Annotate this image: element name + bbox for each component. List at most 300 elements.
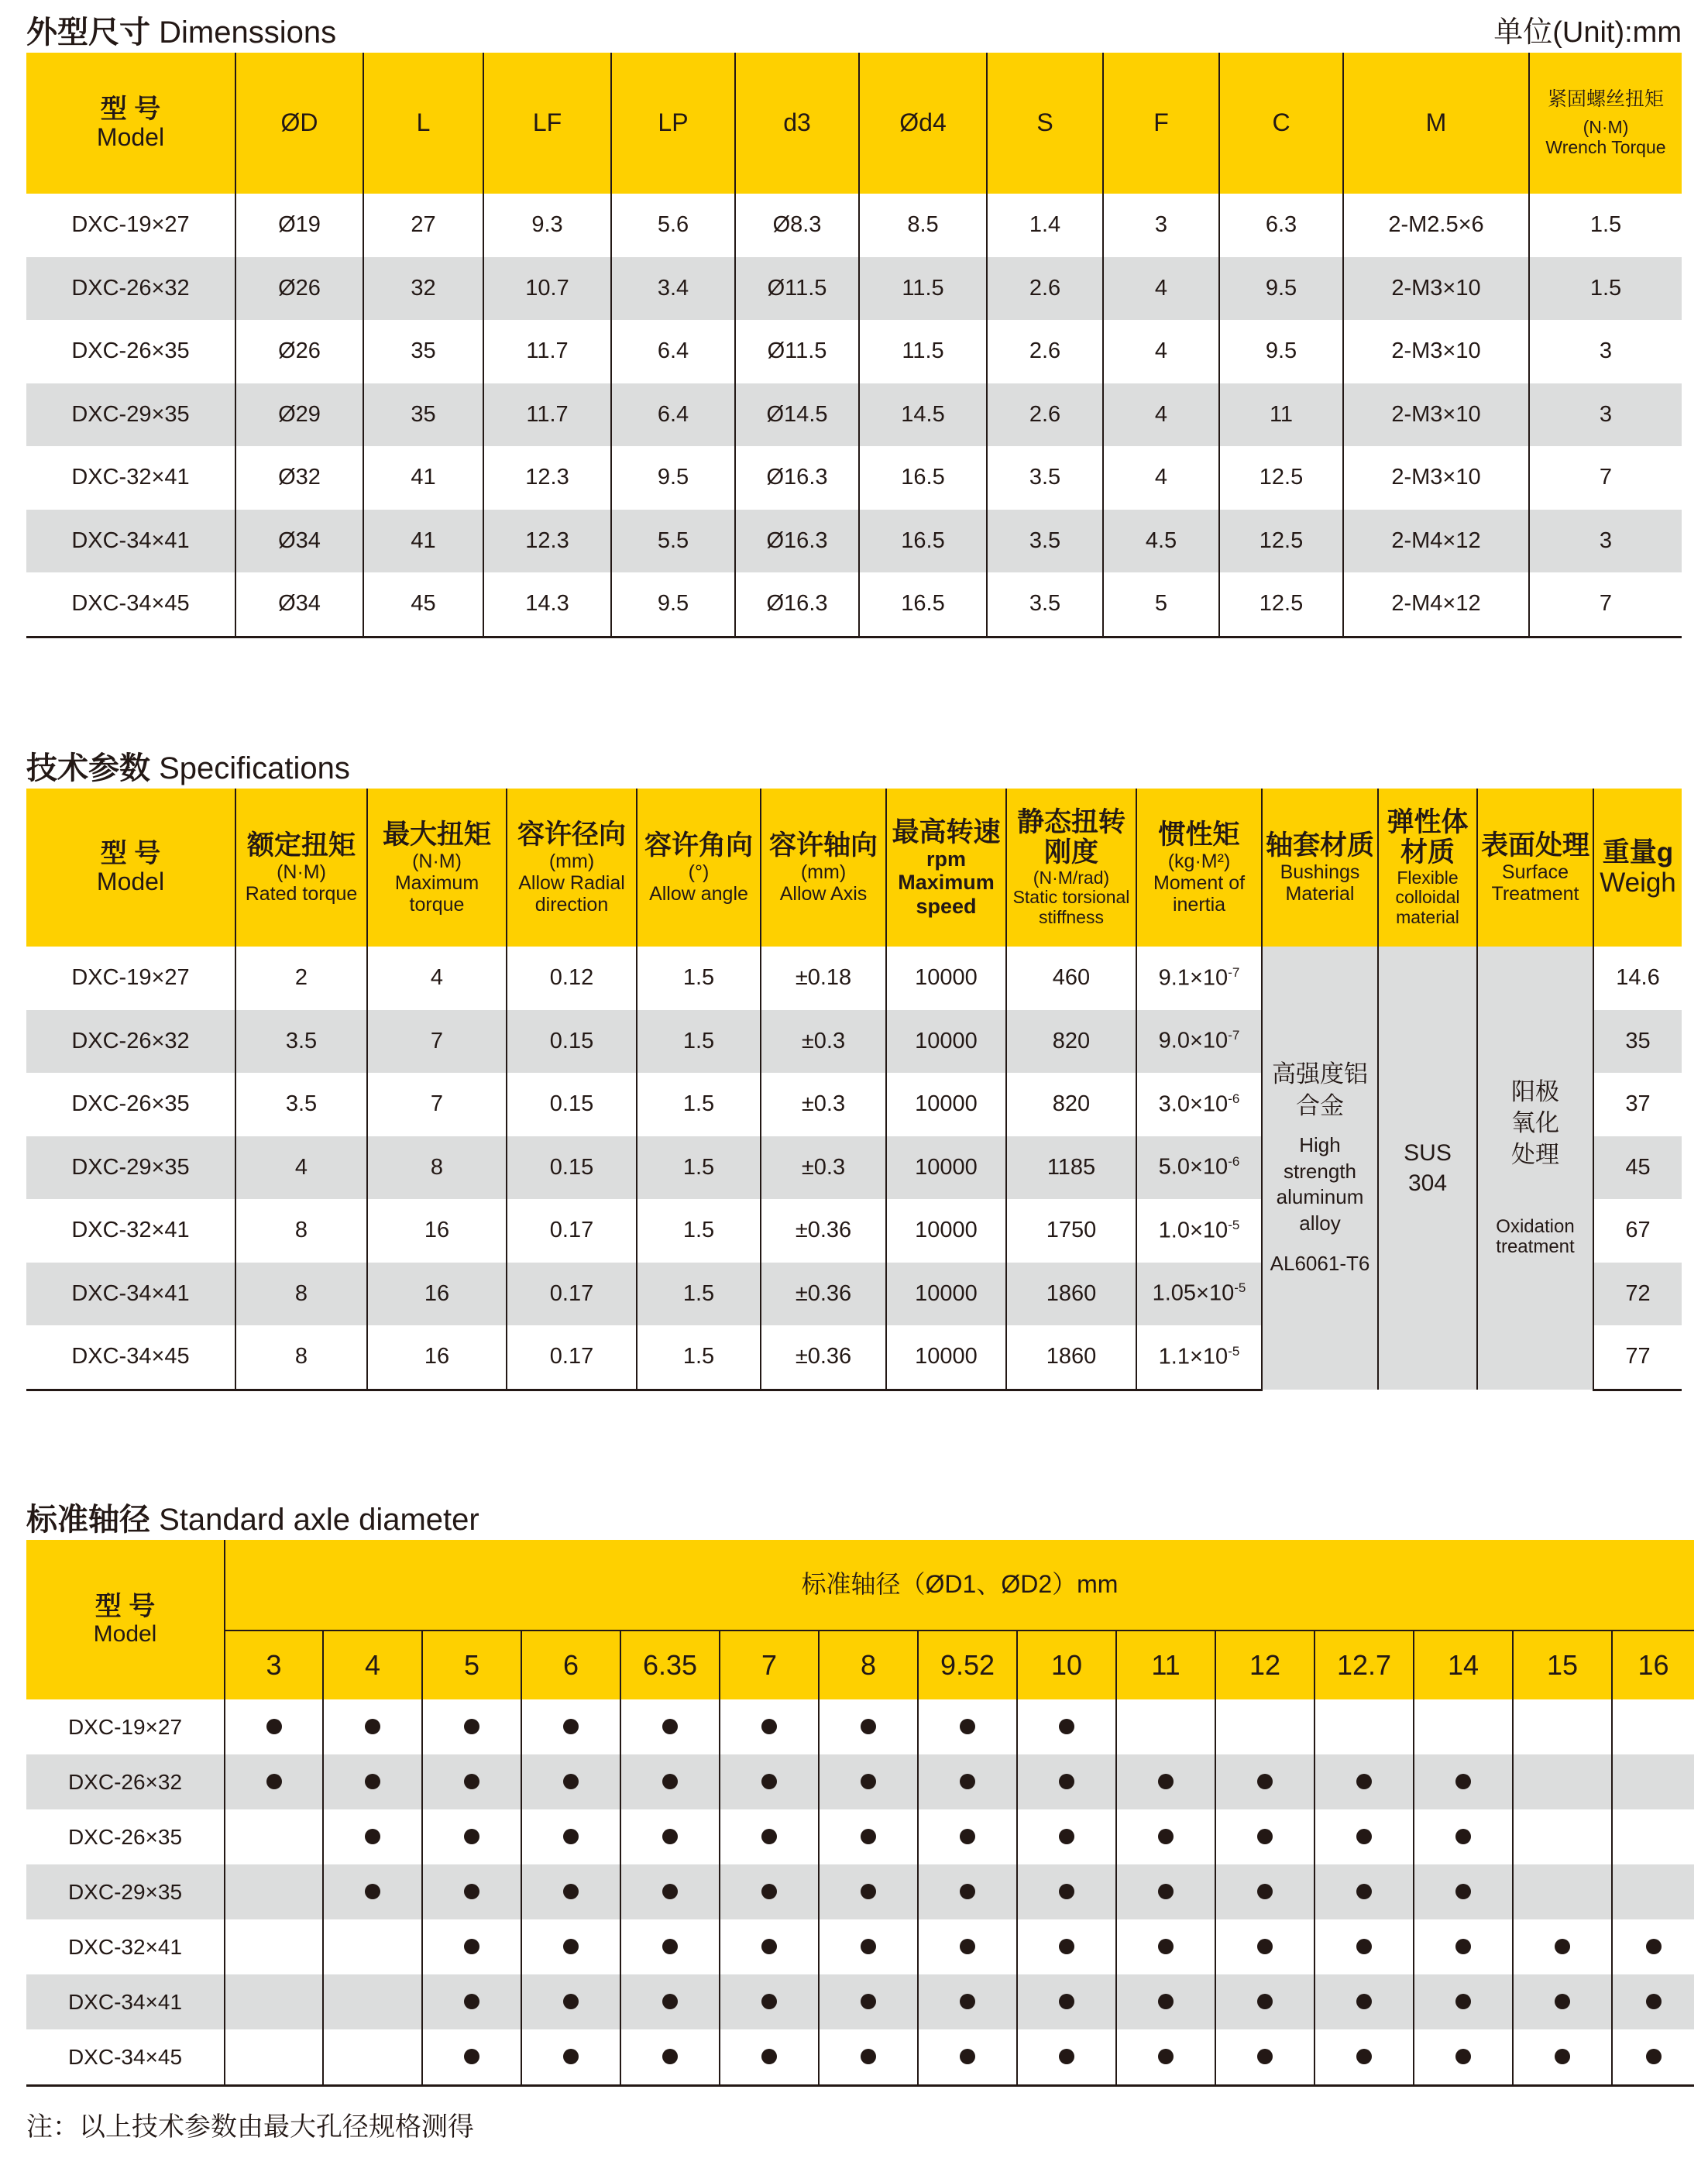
axle-availability-cell — [819, 1919, 918, 1974]
dim-cell-LP: 9.5 — [611, 572, 735, 637]
available-dot-icon — [1455, 1884, 1471, 1899]
dim-cell-LP: 6.4 — [611, 383, 735, 447]
axle-diameter-5: 5 — [422, 1631, 521, 1699]
dim-cell-C: 6.3 — [1219, 194, 1343, 257]
axle-availability-cell — [1612, 1974, 1694, 2029]
available-dot-icon — [960, 1719, 975, 1734]
axle-availability-cell — [1215, 1699, 1315, 1754]
spec-row — [26, 947, 1682, 1010]
available-dot-icon — [1356, 1829, 1372, 1844]
axle-availability-cell — [620, 1699, 720, 1754]
stiff-unit: (N·M/rad) — [1033, 867, 1110, 888]
surface-treatment-cell — [1477, 947, 1593, 1390]
available-dot-icon — [662, 1994, 678, 2009]
axle-availability-cell — [1315, 2029, 1414, 2086]
dim-cell-S: 3.5 — [987, 572, 1103, 637]
available-dot-icon — [861, 1994, 876, 2009]
available-dot-icon — [960, 1829, 975, 1844]
col-S: S — [987, 53, 1103, 194]
axle-availability-cell — [422, 1699, 521, 1754]
available-dot-icon — [1555, 2049, 1570, 2064]
dim-cell-torque: 1.5 — [1529, 194, 1682, 257]
axle-availability-cell — [1612, 1809, 1694, 1864]
axle-row — [26, 1699, 1694, 1754]
axle-availability-cell — [1414, 1974, 1513, 2029]
axle-availability-cell — [1315, 1974, 1414, 2029]
col-LF: LF — [483, 53, 611, 194]
axle-availability-cell — [521, 1809, 620, 1864]
axle-availability-cell — [918, 2029, 1017, 2086]
spec-cell-rated: 8 — [235, 1199, 367, 1263]
axle-availability-cell — [1116, 1809, 1215, 1864]
spec-cell-angle: 1.5 — [637, 1073, 761, 1136]
axle-availability-cell — [819, 1864, 918, 1919]
axle-availability-cell — [521, 1754, 620, 1809]
dim-cell-d3: Ø16.3 — [735, 572, 859, 637]
axle-cell-model: DXC-34×45 — [26, 2029, 225, 2086]
axle-availability-cell — [1513, 1864, 1612, 1919]
available-dot-icon — [1059, 1939, 1074, 1954]
dim-cell-L: 41 — [363, 510, 483, 573]
spec-cell-radial: 0.15 — [507, 1073, 637, 1136]
inertia-en: Moment of inertia — [1153, 871, 1246, 916]
dim-cell-torque: 3 — [1529, 320, 1682, 383]
axle-diameter-6: 6 — [521, 1631, 620, 1699]
axle-availability-cell — [323, 1919, 422, 1974]
inertia-exponent: -5 — [1228, 1217, 1240, 1232]
weight-en: Weigh — [1600, 868, 1676, 898]
dimensions-row — [26, 572, 1682, 637]
dim-cell-S: 1.4 — [987, 194, 1103, 257]
dim-cell-D: Ø26 — [235, 257, 363, 321]
radial-en: Allow Radial direction — [518, 871, 625, 916]
axle-availability-cell — [422, 2029, 521, 2086]
axle-availability-cell — [720, 1809, 819, 1864]
available-dot-icon — [563, 1719, 579, 1734]
dim-cell-L: 32 — [363, 257, 483, 321]
available-dot-icon — [1158, 1994, 1174, 2009]
dim-cell-D: Ø32 — [235, 446, 363, 510]
dim-cell-C: 9.5 — [1219, 320, 1343, 383]
spec-cell-inertia — [1136, 1325, 1262, 1390]
available-dot-icon — [563, 1829, 579, 1844]
inertia-exponent: -6 — [1228, 1091, 1240, 1106]
dim-cell-d4: 11.5 — [859, 320, 987, 383]
dimensions-table — [26, 53, 1682, 638]
available-dot-icon — [1158, 1774, 1174, 1789]
available-dot-icon — [1356, 1774, 1372, 1789]
dimensions-row — [26, 320, 1682, 383]
axle-availability-cell — [1017, 2029, 1116, 2086]
dim-cell-LP: 3.4 — [611, 257, 735, 321]
dim-cell-L: 41 — [363, 446, 483, 510]
axle-availability-cell — [1116, 1864, 1215, 1919]
available-dot-icon — [464, 1774, 479, 1789]
axle-diameter-7: 7 — [720, 1631, 819, 1699]
col-M: M — [1343, 53, 1529, 194]
axle-availability-cell — [918, 1974, 1017, 2029]
spec-col-stiffness — [1006, 789, 1136, 947]
spec-cell-speed: 10000 — [886, 1263, 1006, 1326]
axle-availability-cell — [323, 1809, 422, 1864]
axle-availability-cell — [1116, 1974, 1215, 2029]
spec-cell-stiffness: 820 — [1006, 1073, 1136, 1136]
axle-cell-model: DXC-26×32 — [26, 1754, 225, 1809]
axle-availability-cell — [422, 1919, 521, 1974]
available-dot-icon — [761, 1884, 777, 1899]
spec-cell-model: DXC-34×41 — [26, 1263, 235, 1326]
dim-cell-F: 4 — [1103, 446, 1219, 510]
spec-cell-inertia — [1136, 1199, 1262, 1263]
col-L: L — [363, 53, 483, 194]
dim-cell-F: 5 — [1103, 572, 1219, 637]
spec-cell-stiffness: 1185 — [1006, 1136, 1136, 1200]
axle-availability-cell — [1116, 1754, 1215, 1809]
spec-cell-angle: 1.5 — [637, 1263, 761, 1326]
dim-cell-torque: 7 — [1529, 572, 1682, 637]
axle-availability-cell — [819, 2029, 918, 2086]
spec-cell-rated: 4 — [235, 1136, 367, 1200]
axle-availability-cell — [422, 1974, 521, 2029]
available-dot-icon — [662, 1719, 678, 1734]
dim-cell-LF: 9.3 — [483, 194, 611, 257]
axis-unit: (mm) — [800, 861, 847, 883]
dim-cell-C: 9.5 — [1219, 257, 1343, 321]
axle-availability-cell — [918, 1754, 1017, 1809]
axle-availability-cell — [620, 2029, 720, 2086]
max-cn: 最大扭矩 — [382, 820, 491, 850]
axle-availability-cell — [1017, 1919, 1116, 1974]
spec-cell-weight: 67 — [1593, 1199, 1682, 1263]
dim-cell-model: DXC-32×41 — [71, 465, 190, 490]
spec-col-radial — [507, 789, 637, 947]
axle-row — [26, 1864, 1694, 1919]
dim-cell-M: 2-M3×10 — [1343, 446, 1529, 510]
available-dot-icon — [761, 1829, 777, 1844]
axle-availability-cell — [1414, 1699, 1513, 1754]
available-dot-icon — [563, 1939, 579, 1954]
axle-title-en: Standard axle diameter — [159, 1503, 479, 1537]
speed-cn: 最高转速 — [892, 817, 1001, 848]
surface-en: Oxidation treatment — [1496, 1215, 1575, 1258]
available-dot-icon — [1555, 1939, 1570, 1954]
axle-availability-cell — [720, 1974, 819, 2029]
spec-cell-rated: 8 — [235, 1263, 367, 1326]
available-dot-icon — [1356, 1884, 1372, 1899]
spec-col-bushing — [1262, 789, 1378, 947]
spec-cell-stiffness: 1750 — [1006, 1199, 1136, 1263]
specifications-header-row — [26, 789, 1682, 947]
available-dot-icon — [1455, 1939, 1471, 1954]
axle-row — [26, 1754, 1694, 1809]
available-dot-icon — [1158, 1884, 1174, 1899]
dimensions-header-row — [26, 53, 1682, 194]
col-F: F — [1103, 53, 1219, 194]
axle-availability-cell — [521, 1864, 620, 1919]
axle-availability-cell — [323, 1754, 422, 1809]
spec-cell-axis: ±0.36 — [761, 1199, 886, 1263]
spec-cell-rated: 2 — [235, 947, 367, 1010]
spec-cell-inertia — [1136, 1010, 1262, 1074]
dimensions-row — [26, 383, 1682, 447]
dim-cell-L: 45 — [363, 572, 483, 637]
axle-row — [26, 1809, 1694, 1864]
dim-cell-d4: 14.5 — [859, 383, 987, 447]
available-dot-icon — [761, 1994, 777, 2009]
axle-availability-cell — [620, 1919, 720, 1974]
specifications-table — [26, 789, 1682, 1391]
dim-cell-torque: 3 — [1529, 383, 1682, 447]
bushing-material-cell — [1262, 947, 1378, 1390]
axle-availability-cell — [819, 1809, 918, 1864]
spec-cell-radial: 0.15 — [507, 1136, 637, 1200]
available-dot-icon — [761, 1719, 777, 1734]
available-dot-icon — [1257, 1884, 1273, 1899]
inertia-base: 9.0×10 — [1158, 1029, 1229, 1054]
axle-cell-model: DXC-29×35 — [26, 1864, 225, 1919]
available-dot-icon — [861, 1884, 876, 1899]
inertia-exponent: -7 — [1228, 1028, 1240, 1043]
dim-cell-model: DXC-34×45 — [26, 572, 235, 637]
weight-cn: 重量g — [1602, 837, 1674, 868]
spec-cell-axis: ±0.3 — [761, 1073, 886, 1136]
axle-availability-cell — [1513, 1919, 1612, 1974]
elastic-en: Flexible colloidal material — [1395, 867, 1460, 928]
spec-cell-axis: ±0.3 — [761, 1010, 886, 1074]
axle-availability-cell — [1414, 2029, 1513, 2086]
axle-availability-cell — [819, 1699, 918, 1754]
available-dot-icon — [1455, 1774, 1471, 1789]
dim-cell-F: 3 — [1103, 194, 1219, 257]
available-dot-icon — [563, 1994, 579, 2009]
axle-diameter-4: 4 — [323, 1631, 422, 1699]
axle-availability-cell — [422, 1754, 521, 1809]
axle-availability-cell — [225, 1919, 323, 1974]
available-dot-icon — [662, 1829, 678, 1844]
dim-cell-D: Ø34 — [235, 510, 363, 573]
axle-diameter-12: 12 — [1215, 1631, 1315, 1699]
axle-availability-cell — [1116, 1919, 1215, 1974]
axle-availability-cell — [323, 1699, 422, 1754]
bush-cn: 轴套材质 — [1265, 830, 1374, 861]
dimensions-title-cn: 外型尺寸 — [26, 15, 150, 50]
axle-availability-cell — [225, 1809, 323, 1864]
available-dot-icon — [662, 1774, 678, 1789]
dim-cell-d3: Ø14.5 — [735, 383, 859, 447]
dim-cell-LF: 14.3 — [483, 572, 611, 637]
unit-label: 单位(Unit):mm — [1493, 16, 1682, 49]
spec-cell-radial: 0.12 — [507, 947, 637, 1010]
col-model-en: Model — [96, 123, 165, 152]
available-dot-icon — [464, 1719, 479, 1734]
max-unit: (N·M) — [412, 850, 462, 872]
col-model — [26, 53, 235, 194]
spec-cell-rated: 3.5 — [235, 1010, 367, 1074]
spec-cell-model: DXC-26×32 — [26, 1010, 235, 1074]
available-dot-icon — [960, 1774, 975, 1789]
spec-col-surface — [1477, 789, 1593, 947]
spec-cell-speed: 10000 — [886, 1199, 1006, 1263]
spec-cell-angle: 1.5 — [637, 1010, 761, 1074]
axle-diameter-14: 14 — [1414, 1631, 1513, 1699]
spec-cell-weight: 45 — [1593, 1136, 1682, 1200]
available-dot-icon — [662, 1939, 678, 1954]
axle-cell-model: DXC-26×35 — [26, 1809, 225, 1864]
available-dot-icon — [1356, 2049, 1372, 2064]
dim-cell-model: DXC-26×32 — [26, 257, 235, 321]
bushing-cn: 高强度铝合金 — [1272, 1060, 1368, 1119]
axle-diameter-12-7: 12.7 — [1315, 1631, 1414, 1699]
spec-col-model — [26, 789, 235, 947]
specifications-title-cn: 技术参数 — [26, 751, 150, 785]
elastic-cn: 弹性体材质 — [1387, 807, 1469, 868]
available-dot-icon — [464, 1994, 479, 2009]
axle-availability-cell — [720, 1754, 819, 1809]
spec-cell-inertia — [1136, 947, 1262, 1010]
angle-unit: (°) — [688, 861, 710, 883]
angle-cn: 容许角向 — [644, 830, 753, 861]
axle-availability-cell — [1017, 1809, 1116, 1864]
elastic-material-cell — [1378, 947, 1477, 1390]
dim-cell-model: DXC-29×35 — [26, 383, 235, 447]
axle-table — [26, 1540, 1694, 2087]
available-dot-icon — [1257, 1994, 1273, 2009]
axle-diameter-11: 11 — [1116, 1631, 1215, 1699]
dimensions-row — [26, 510, 1682, 573]
axle-availability-cell — [918, 1809, 1017, 1864]
axle-availability-cell — [620, 1864, 720, 1919]
available-dot-icon — [861, 2049, 876, 2064]
dim-cell-L: 35 — [363, 383, 483, 447]
axle-availability-cell — [225, 1754, 323, 1809]
axle-availability-cell — [521, 1974, 620, 2029]
spec-cell-radial: 0.17 — [507, 1325, 637, 1390]
dim-cell-L: 27 — [363, 194, 483, 257]
available-dot-icon — [365, 1884, 380, 1899]
axle-availability-cell — [1017, 1754, 1116, 1809]
axle-availability-cell — [1116, 2029, 1215, 2086]
spec-cell-speed: 10000 — [886, 1136, 1006, 1200]
dim-cell-S: 3.5 — [987, 510, 1103, 573]
axle-availability-cell — [521, 1919, 620, 1974]
dim-cell-F: 4 — [1103, 383, 1219, 447]
available-dot-icon — [563, 1884, 579, 1899]
spec-cell-weight: 14.6 — [1593, 947, 1682, 1010]
spec-cell-weight: 37 — [1593, 1073, 1682, 1136]
axle-availability-cell — [1017, 1864, 1116, 1919]
inertia-base: 1.1×10 — [1158, 1344, 1229, 1369]
available-dot-icon — [761, 2049, 777, 2064]
axle-group-header: 标准轴径（ØD1、ØD2）mm — [225, 1540, 1694, 1631]
dim-cell-d4: 16.5 — [859, 510, 987, 573]
dim-cell-d3: Ø16.3 — [735, 510, 859, 573]
axle-row — [26, 2029, 1694, 2086]
spec-cell-stiffness: 1860 — [1006, 1325, 1136, 1390]
axle-diameter-8: 8 — [819, 1631, 918, 1699]
speed-en: Maximum speed — [898, 871, 995, 918]
available-dot-icon — [1059, 2049, 1074, 2064]
col-torque-en: Wrench Torque — [1545, 137, 1666, 157]
spec-col-model-en: Model — [96, 868, 165, 896]
dim-cell-d3: Ø11.5 — [735, 320, 859, 383]
available-dot-icon — [1257, 2049, 1273, 2064]
col-D: ØD — [235, 53, 363, 194]
stiff-cn: 静态扭转刚度 — [1016, 807, 1125, 868]
max-en: Maximum torque — [394, 871, 479, 916]
spec-cell-speed: 10000 — [886, 947, 1006, 1010]
spec-cell-inertia — [1136, 1263, 1262, 1326]
available-dot-icon — [464, 1829, 479, 1844]
axle-header-row-1 — [26, 1540, 1694, 1631]
surface-cn: 表面处理 — [1480, 830, 1589, 861]
spec-col-weight — [1593, 789, 1682, 947]
axle-availability-cell — [1612, 1864, 1694, 1919]
axle-availability-cell — [323, 1974, 422, 2029]
dim-cell-C: 11 — [1219, 383, 1343, 447]
dim-cell-d4: 16.5 — [859, 446, 987, 510]
spec-cell-weight: 77 — [1593, 1325, 1682, 1390]
spec-col-rated — [235, 789, 367, 947]
bushing-grade: AL6061-T6 — [1270, 1251, 1370, 1275]
spec-cell-inertia — [1136, 1136, 1262, 1200]
dim-cell-LF: 11.7 — [483, 383, 611, 447]
spec-cell-axis: ±0.3 — [761, 1136, 886, 1200]
spec-cell-radial: 0.17 — [507, 1263, 637, 1326]
spec-cell-inertia — [1136, 1073, 1262, 1136]
available-dot-icon — [1455, 2049, 1471, 2064]
axle-availability-cell — [620, 1974, 720, 2029]
axle-availability-cell — [1414, 1809, 1513, 1864]
spec-col-max — [367, 789, 507, 947]
dim-cell-LP: 9.5 — [611, 446, 735, 510]
available-dot-icon — [1059, 1719, 1074, 1734]
spec-cell-stiffness: 1860 — [1006, 1263, 1136, 1326]
axle-diameter-6-35: 6.35 — [620, 1631, 720, 1699]
spec-cell-max: 16 — [367, 1199, 507, 1263]
axle-availability-cell — [720, 1919, 819, 1974]
dim-cell-torque: 3 — [1529, 510, 1682, 573]
elastic-value: SUS 304 — [1404, 1140, 1452, 1196]
axle-availability-cell — [1215, 1809, 1315, 1864]
axle-diameter-9-52: 9.52 — [918, 1631, 1017, 1699]
dim-cell-LP: 5.5 — [611, 510, 735, 573]
axle-availability-cell — [1414, 1754, 1513, 1809]
axle-row — [26, 1974, 1694, 2029]
available-dot-icon — [1257, 1939, 1273, 1954]
dim-cell-LP: 6.4 — [611, 320, 735, 383]
dim-cell-d4: 16.5 — [859, 572, 987, 637]
dim-cell-torque: 7 — [1529, 446, 1682, 510]
dim-cell-F: 4.5 — [1103, 510, 1219, 573]
axle-availability-cell — [1612, 1754, 1694, 1809]
col-torque-unit: (N·M) — [1583, 117, 1629, 138]
spec-cell-model: DXC-34×45 — [26, 1325, 235, 1390]
available-dot-icon — [960, 1994, 975, 2009]
dim-cell-S: 2.6 — [987, 383, 1103, 447]
dimensions-row — [26, 257, 1682, 321]
available-dot-icon — [761, 1939, 777, 1954]
dim-cell-LF: 11.7 — [483, 320, 611, 383]
dim-cell-M: 2-M3×10 — [1343, 257, 1529, 321]
inertia-base: 1.05×10 — [1152, 1281, 1235, 1307]
dim-cell-D: Ø34 — [235, 572, 363, 637]
spec-cell-angle: 1.5 — [637, 1136, 761, 1200]
spec-cell-model: DXC-32×41 — [71, 1218, 190, 1243]
axle-title-cn: 标准轴径 — [26, 1503, 150, 1537]
axle-availability-cell — [819, 1974, 918, 2029]
available-dot-icon — [266, 1774, 282, 1789]
available-dot-icon — [861, 1829, 876, 1844]
